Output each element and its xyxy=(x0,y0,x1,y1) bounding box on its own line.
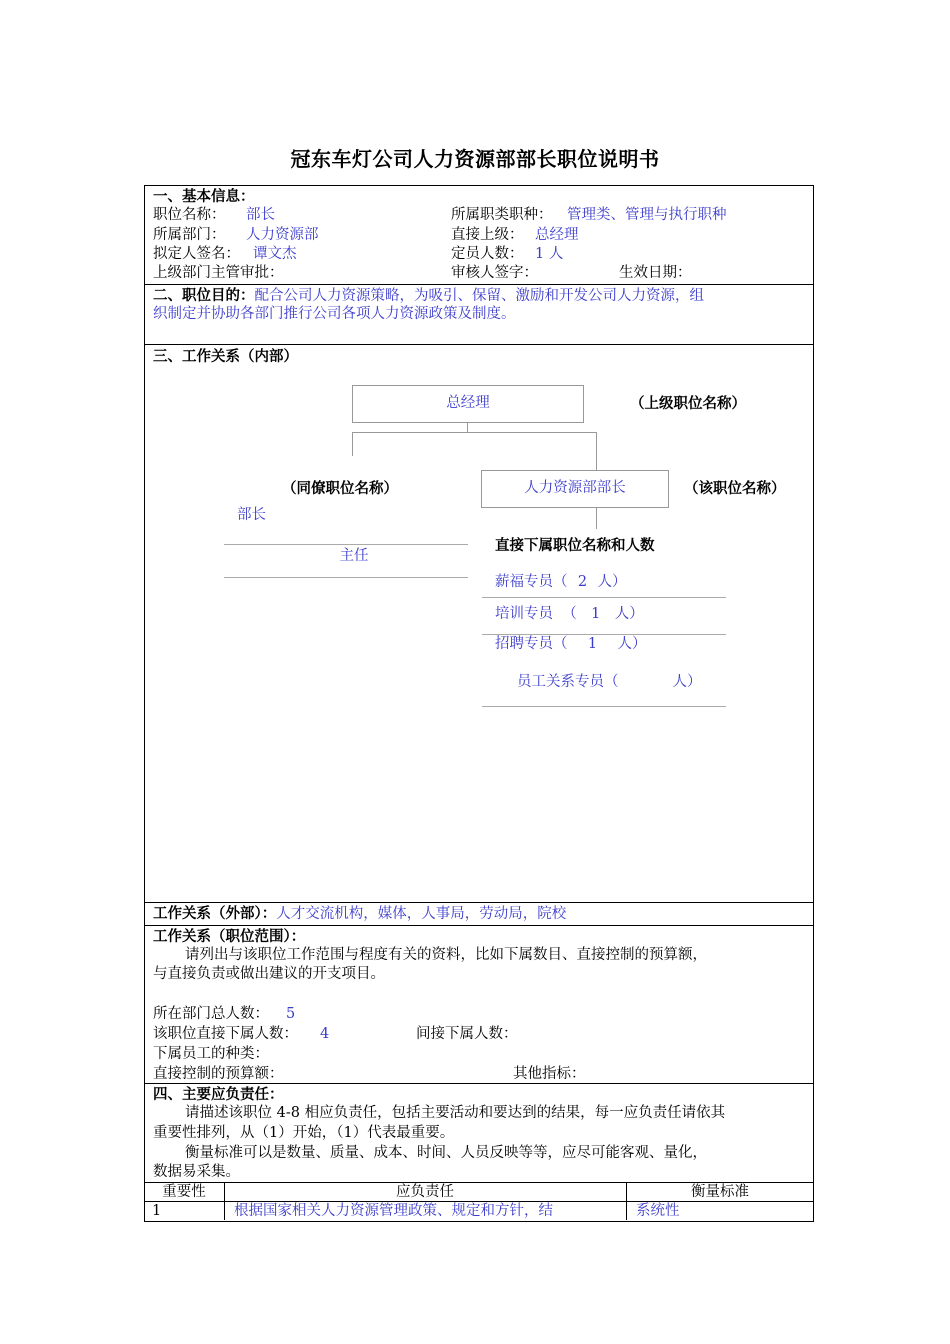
sub-name: 员工关系专员（ xyxy=(517,674,619,690)
self-position-note: （该职位名称） xyxy=(684,480,786,497)
sub-divider xyxy=(482,597,726,598)
duty-row-importance: 1 xyxy=(152,1203,162,1219)
sub-unit: 人） xyxy=(597,574,627,590)
org-self-label: 人力资源部部长 xyxy=(524,480,626,496)
col-header-importance: 重要性 xyxy=(162,1184,206,1200)
sub-name: 薪福专员（ xyxy=(495,574,568,590)
purpose-text-1: 配合公司人力资源策略，为吸引、保留、激励和开发公司人力资源，组 xyxy=(254,288,704,304)
peer-position-note: （同僚职位名称） xyxy=(282,480,398,497)
duty-row-text: 根据国家相关人力资源管理政策、规定和方针，结 xyxy=(234,1203,553,1219)
peer-divider xyxy=(224,544,468,545)
org-connector xyxy=(596,432,597,470)
purpose-line1 xyxy=(153,286,704,306)
sub-count: 1 xyxy=(591,606,601,622)
row-divider xyxy=(144,925,814,926)
org-connector xyxy=(352,432,353,456)
sub-divider xyxy=(482,706,726,707)
org-connector xyxy=(352,432,597,433)
duty-row-measure: 系统性 xyxy=(636,1203,680,1219)
approval-label: 上级部门主管审批： xyxy=(153,265,284,281)
sub-count: 1 xyxy=(587,636,598,652)
col-header-measure: 衡量标准 xyxy=(691,1184,749,1200)
purpose-heading: 二、职位目的： xyxy=(153,287,255,304)
dept-value: 人力资源部 xyxy=(246,227,319,243)
row-divider xyxy=(144,902,814,903)
duties-desc-3: 衡量标准可以是数量、质量、成本、时间、人员反映等等，应尽可能客观、量化， xyxy=(185,1145,707,1161)
internal-heading: 三、工作关系（内部） xyxy=(153,348,298,365)
duties-heading: 四、主要应负责任： xyxy=(153,1086,284,1103)
direct-subs-value: 4 xyxy=(320,1026,330,1042)
sub-item xyxy=(517,673,702,692)
staff-types-label: 下属员工的种类： xyxy=(153,1046,269,1062)
budget-label: 直接控制的预算额： xyxy=(153,1066,284,1082)
duties-desc-2: 重要性排列，从（1）开始，（1）代表最重要。 xyxy=(153,1125,455,1141)
reviewer-label: 审核人签字： xyxy=(451,265,538,281)
sub-item xyxy=(495,573,627,592)
superior-value: 总经理 xyxy=(535,227,579,243)
sub-unit: 人） xyxy=(672,674,702,690)
position-label: 职位名称： xyxy=(153,207,226,223)
peer-item: 部长 xyxy=(237,507,266,523)
sub-item xyxy=(495,605,644,624)
purpose-text-2: 织制定并协助各部门推行公司各项人力资源政策及制度。 xyxy=(153,306,516,322)
superior-label: 直接上级： xyxy=(451,227,524,243)
basic-info-heading: 一、基本信息： xyxy=(153,188,255,205)
dept-label: 所属部门： xyxy=(153,227,226,243)
external-row xyxy=(153,904,566,924)
scope-heading: 工作关系（职位范围）： xyxy=(153,928,306,945)
other-metrics-label: 其他指标： xyxy=(513,1066,586,1082)
org-connector xyxy=(467,422,468,432)
duties-desc-4: 数据易采集。 xyxy=(153,1164,240,1180)
sub-count: 2 xyxy=(577,574,588,590)
row-divider xyxy=(144,284,814,285)
org-top-label: 总经理 xyxy=(446,395,490,411)
category-label: 所属职类职种： xyxy=(451,207,553,223)
peer-item: 主任 xyxy=(339,548,369,564)
category-value: 管理类、管理与执行职种 xyxy=(567,207,727,223)
sub-unit: 人） xyxy=(614,606,644,622)
dept-total-label: 所在部门总人数： xyxy=(153,1006,269,1022)
sub-name: 招聘专员（ xyxy=(495,636,568,652)
sub-item xyxy=(495,635,647,654)
effective-label: 生效日期： xyxy=(619,265,692,281)
sub-name: 培训专员 （ xyxy=(495,606,577,622)
top-position-note: （上级职位名称） xyxy=(630,395,746,412)
dept-total-value: 5 xyxy=(286,1006,296,1022)
page-title: 冠东车灯公司人力资源部部长职位说明书 xyxy=(290,147,660,171)
duties-desc-1: 请描述该职位 4-8 相应负责任，包括主要活动和要达到的结果，每一应负责任请依其 xyxy=(185,1105,726,1121)
subs-heading: 直接下属职位名称和人数 xyxy=(495,537,655,554)
drafter-value: 谭文杰 xyxy=(253,246,297,262)
sub-unit: 人） xyxy=(617,636,647,652)
scope-desc-1: 请列出与该职位工作范围与程度有关的资料，比如下属数目、直接控制的预算额， xyxy=(185,947,707,963)
direct-subs-label: 该职位直接下属人数： xyxy=(153,1026,298,1042)
external-heading: 工作关系（外部）： xyxy=(153,905,277,922)
external-value: 人才交流机构，媒体，人事局，劳动局，院校 xyxy=(276,906,567,922)
drafter-label: 拟定人签名： xyxy=(153,246,240,262)
headcount-label: 定员人数： xyxy=(451,246,524,262)
scope-desc-2: 与直接负责或做出建议的开支项目。 xyxy=(153,966,385,982)
indirect-subs-label: 间接下属人数： xyxy=(416,1026,518,1042)
row-divider xyxy=(144,344,814,345)
peer-divider xyxy=(224,577,468,578)
position-value: 部长 xyxy=(246,207,275,223)
col-header-duty: 应负责任 xyxy=(396,1184,454,1200)
headcount-value: 1 人 xyxy=(535,246,564,262)
org-connector xyxy=(596,507,597,529)
